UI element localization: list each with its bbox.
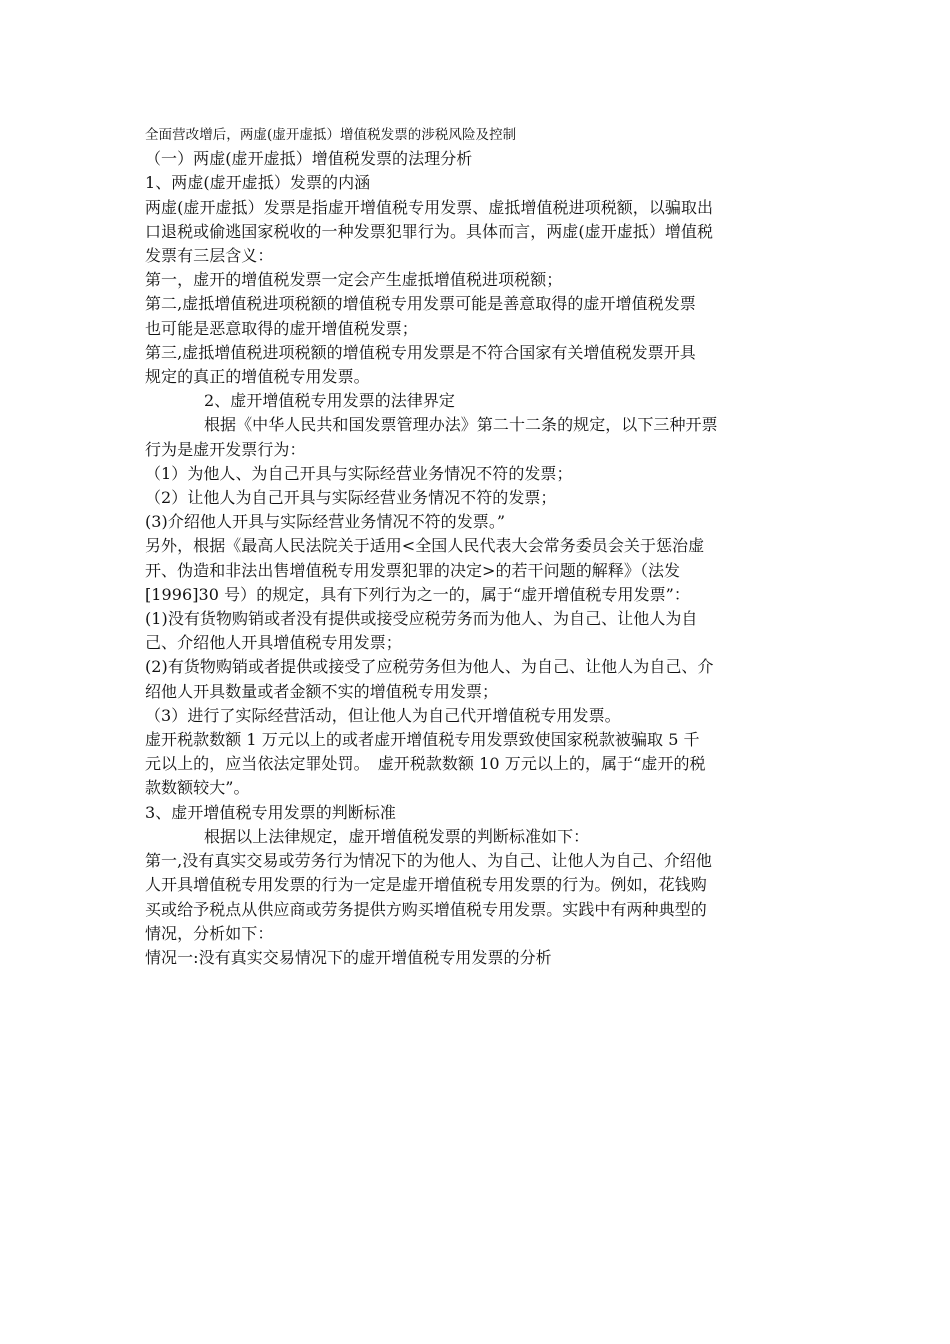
subsection-heading: 3、虚开增值税专用发票的判断标准 bbox=[145, 802, 396, 822]
paragraph-line: 第三,虚抵增值税进项税额的增值税专用发票是不符合国家有关增值税发票开具 bbox=[145, 342, 696, 362]
paragraph-line: 第二,虚抵增值税进项税额的增值税专用发票可能是善意取得的虚开增值税发票 bbox=[145, 294, 696, 314]
subsection-heading: 2、虚开增值税专用发票的法律界定 bbox=[204, 391, 455, 411]
paragraph-line: 也可能是恶意取得的虚开增值税发票； bbox=[145, 318, 418, 338]
document-body bbox=[145, 123, 809, 970]
document-title: 全面营改增后，两虚(虚开虚抵）增值税发票的涉税风险及控制 bbox=[145, 127, 517, 143]
paragraph-line: 人开具增值税专用发票的行为一定是虚开增值税专用发票的行为。例如，花钱购 bbox=[145, 875, 707, 895]
paragraph-line: 第一，虚开的增值税发票一定会产生虚抵增值税进项税额； bbox=[145, 270, 563, 290]
paragraph-line: 根据《中华人民共和国发票管理办法》第二十二条的规定，以下三种开票 bbox=[204, 415, 718, 435]
list-item: （1）为他人、为自己开具与实际经营业务情况不符的发票； bbox=[145, 463, 573, 483]
list-item: 己、介绍他人开具增值税专用发票； bbox=[145, 633, 402, 653]
list-item: (2)有货物购销或者提供或接受了应税劳务但为他人、为自己、让他人为自己、介 bbox=[145, 657, 714, 677]
subsection-heading: 1、两虚(虚开虚抵）发票的内涵 bbox=[145, 173, 371, 193]
paragraph-line: 买或给予税点从供应商或劳务提供方购买增值税专用发票。实践中有两种典型的 bbox=[145, 899, 707, 919]
paragraph-line: 行为是虚开发票行为： bbox=[145, 439, 306, 459]
paragraph-line: 虚开税款数额 1 万元以上的或者虚开增值税专用发票致使国家税款被骗取 5 千 bbox=[145, 730, 700, 750]
paragraph-line: 款数额较大”。 bbox=[145, 778, 250, 798]
paragraph-line: 情况一:没有真实交易情况下的虚开增值税专用发票的分析 bbox=[145, 947, 552, 967]
paragraph-line: 情况，分析如下： bbox=[145, 923, 274, 943]
section-heading: （一）两虚(虚开虚抵）增值税发票的法理分析 bbox=[145, 149, 473, 169]
list-item: (1)没有货物购销或者没有提供或接受应税劳务而为他人、为自己、让他人为自 bbox=[145, 609, 698, 629]
list-item: （3）进行了实际经营活动，但让他人为自己代开增值税专用发票。 bbox=[145, 705, 621, 725]
paragraph-line: 规定的真正的增值税专用发票。 bbox=[145, 367, 370, 387]
paragraph-line: 两虚(虚开虚抵）发票是指虚开增值税专用发票、虚抵增值税进项税额，以骗取出 bbox=[145, 197, 714, 217]
paragraph-line: 根据以上法律规定，虚开增值税发票的判断标准如下： bbox=[204, 826, 590, 846]
paragraph-line: 另外，根据《最高人民法院关于适用<全国人民代表大会常务委员会关于惩治虚 bbox=[145, 536, 705, 556]
paragraph-line: 发票有三层含义： bbox=[145, 246, 274, 266]
list-item: (3)介绍他人开具与实际经营业务情况不符的发票。” bbox=[145, 512, 506, 532]
list-item: （2）让他人为自己开具与实际经营业务情况不符的发票； bbox=[145, 488, 557, 508]
list-item: 绍他人开具数量或者金额不实的增值税专用发票； bbox=[145, 681, 499, 701]
paragraph-line: 开、伪造和非法出售增值税专用发票犯罪的决定>的若干问题的解释》（法发 bbox=[145, 560, 681, 580]
paragraph-line: 口退税或偷逃国家税收的一种发票犯罪行为。具体而言，两虚(虚开虚抵）增值税 bbox=[145, 221, 714, 241]
paragraph-line: 元以上的，应当依法定罪处罚。 虚开税款数额 10 万元以上的，属于“虚开的税 bbox=[145, 754, 706, 774]
paragraph-line: 第一,没有真实交易或劳务行为情况下的为他人、为自己、让他人为自己、介绍他 bbox=[145, 851, 712, 871]
paragraph-line: [1996]30 号）的规定，具有下列行为之一的，属于“虚开增值税专用发票”： bbox=[145, 584, 690, 604]
